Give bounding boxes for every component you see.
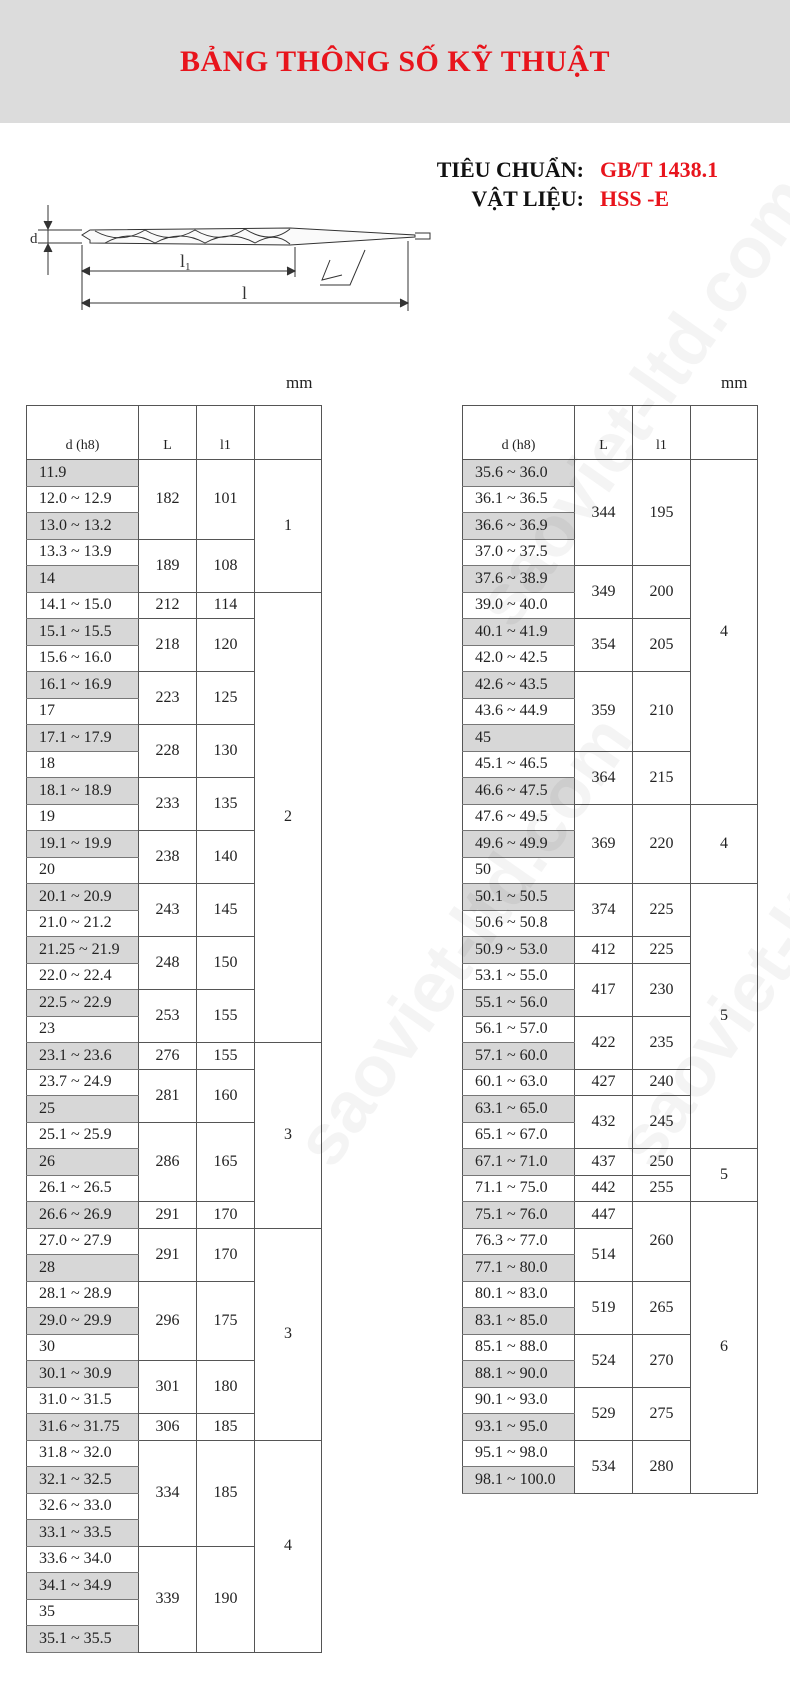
table-row — [463, 1202, 758, 1229]
diameter-cell: 71.1 ~ 75.0 — [463, 1175, 575, 1202]
morse-taper-cell: 3 — [255, 1228, 322, 1440]
flute-length-cell: 145 — [197, 884, 255, 937]
morse-taper-cell: 4 — [255, 1440, 322, 1652]
unit-left: mm — [286, 373, 313, 392]
header-d: d (h8) — [463, 406, 575, 460]
diameter-cell: 50.9 ~ 53.0 — [463, 937, 575, 964]
flute-length-cell: 240 — [633, 1069, 691, 1096]
length-cell: 243 — [139, 884, 197, 937]
length-cell: 296 — [139, 1281, 197, 1361]
flute-length-cell: 195 — [633, 460, 691, 566]
length-cell: 286 — [139, 1122, 197, 1202]
diameter-cell: 34.1 ~ 34.9 — [27, 1573, 139, 1600]
flute-length-cell: 250 — [633, 1149, 691, 1176]
title-banner — [0, 0, 790, 123]
diameter-cell: 26 — [27, 1149, 139, 1176]
diameter-cell: 14 — [27, 566, 139, 593]
diameter-cell: 57.1 ~ 60.0 — [463, 1043, 575, 1070]
d-label: d — [30, 231, 38, 247]
diameter-cell: 25.1 ~ 25.9 — [27, 1122, 139, 1149]
diameter-cell: 88.1 ~ 90.0 — [463, 1361, 575, 1388]
morse-taper-cell: 3 — [255, 1043, 322, 1229]
diameter-cell: 85.1 ~ 88.0 — [463, 1334, 575, 1361]
flute-length-cell: 225 — [633, 937, 691, 964]
diameter-cell: 39.0 ~ 40.0 — [463, 592, 575, 619]
flute-length-cell: 180 — [197, 1361, 255, 1414]
flute-length-cell: 265 — [633, 1281, 691, 1334]
page-title: BẢNG THÔNG SỐ KỸ THUẬT — [180, 44, 610, 78]
flute-length-cell: 230 — [633, 963, 691, 1016]
diameter-cell: 18 — [27, 751, 139, 778]
diameter-cell: 45.1 ~ 46.5 — [463, 751, 575, 778]
flute-length-cell: 235 — [633, 1016, 691, 1069]
flute-length-cell: 101 — [197, 460, 255, 540]
header-l1: l1 — [197, 406, 255, 460]
diameter-cell: 36.1 ~ 36.5 — [463, 486, 575, 513]
diameter-cell: 63.1 ~ 65.0 — [463, 1096, 575, 1123]
header-L: L — [139, 406, 197, 460]
l-label: l — [242, 283, 248, 303]
material-row — [437, 184, 740, 213]
length-cell: 182 — [139, 460, 197, 540]
unit-right: mm — [721, 373, 748, 392]
table-header-row — [27, 406, 322, 460]
flute-length-cell: 280 — [633, 1440, 691, 1493]
diameter-cell: 50 — [463, 857, 575, 884]
length-cell: 253 — [139, 990, 197, 1043]
standard-value: GB/T 1438.1 — [600, 157, 719, 182]
header-morse — [691, 406, 758, 460]
length-cell: 369 — [575, 804, 633, 884]
diameter-cell: 12.0 ~ 12.9 — [27, 486, 139, 513]
length-cell: 233 — [139, 778, 197, 831]
diameter-cell: 29.0 ~ 29.9 — [27, 1308, 139, 1335]
flute-length-cell: 190 — [197, 1546, 255, 1652]
diameter-cell: 26.6 ~ 26.9 — [27, 1202, 139, 1229]
diameter-cell: 32.1 ~ 32.5 — [27, 1467, 139, 1494]
diameter-cell: 20 — [27, 857, 139, 884]
length-cell: 276 — [139, 1043, 197, 1070]
diameter-cell: 23.7 ~ 24.9 — [27, 1069, 139, 1096]
length-cell: 534 — [575, 1440, 633, 1493]
spec-table-left — [26, 405, 322, 1653]
flute-length-cell: 200 — [633, 566, 691, 619]
diameter-cell: 13.3 ~ 13.9 — [27, 539, 139, 566]
diameter-cell: 80.1 ~ 83.0 — [463, 1281, 575, 1308]
diameter-cell: 35 — [27, 1599, 139, 1626]
flute-length-cell: 160 — [197, 1069, 255, 1122]
diameter-cell: 60.1 ~ 63.0 — [463, 1069, 575, 1096]
length-cell: 306 — [139, 1414, 197, 1441]
diameter-cell: 35.6 ~ 36.0 — [463, 460, 575, 487]
diameter-cell: 17 — [27, 698, 139, 725]
diameter-cell: 40.1 ~ 41.9 — [463, 619, 575, 646]
length-cell: 417 — [575, 963, 633, 1016]
diameter-cell: 50.6 ~ 50.8 — [463, 910, 575, 937]
table-row — [27, 1043, 322, 1070]
length-cell: 437 — [575, 1149, 633, 1176]
header-l1: l1 — [633, 406, 691, 460]
length-cell: 339 — [139, 1546, 197, 1652]
diameter-cell: 14.1 ~ 15.0 — [27, 592, 139, 619]
flute-length-cell: 210 — [633, 672, 691, 752]
length-cell: 291 — [139, 1228, 197, 1281]
l1-label: l1 — [180, 251, 191, 273]
drill-diagram — [20, 205, 460, 345]
morse-taper-cell: 1 — [255, 460, 322, 593]
table-header-row — [463, 406, 758, 460]
table-row — [27, 460, 322, 487]
diameter-cell: 19.1 ~ 19.9 — [27, 831, 139, 858]
flute-length-cell: 220 — [633, 804, 691, 884]
flute-length-cell: 170 — [197, 1228, 255, 1281]
flute-length-cell: 185 — [197, 1414, 255, 1441]
flute-length-cell: 185 — [197, 1440, 255, 1546]
material-value: HSS -E — [600, 186, 670, 211]
diameter-cell: 43.6 ~ 44.9 — [463, 698, 575, 725]
diameter-cell: 28 — [27, 1255, 139, 1282]
standard-label: TIÊU CHUẨN: — [436, 157, 584, 182]
length-cell: 212 — [139, 592, 197, 619]
flute-length-cell: 120 — [197, 619, 255, 672]
diameter-cell: 13.0 ~ 13.2 — [27, 513, 139, 540]
diameter-cell: 56.1 ~ 57.0 — [463, 1016, 575, 1043]
diameter-cell: 23 — [27, 1016, 139, 1043]
length-cell: 412 — [575, 937, 633, 964]
morse-taper-cell: 4 — [691, 804, 758, 884]
table-row — [27, 1440, 322, 1467]
flute-length-cell: 165 — [197, 1122, 255, 1202]
length-cell: 238 — [139, 831, 197, 884]
length-cell: 354 — [575, 619, 633, 672]
table-row — [27, 592, 322, 619]
diameter-cell: 36.6 ~ 36.9 — [463, 513, 575, 540]
length-cell: 223 — [139, 672, 197, 725]
diameter-cell: 50.1 ~ 50.5 — [463, 884, 575, 911]
diameter-cell: 65.1 ~ 67.0 — [463, 1122, 575, 1149]
flute-length-cell: 114 — [197, 592, 255, 619]
table-row — [27, 1228, 322, 1255]
diameter-cell: 98.1 ~ 100.0 — [463, 1467, 575, 1494]
diameter-cell: 35.1 ~ 35.5 — [27, 1626, 139, 1653]
diameter-cell: 90.1 ~ 93.0 — [463, 1387, 575, 1414]
diameter-cell: 83.1 ~ 85.0 — [463, 1308, 575, 1335]
diameter-cell: 21.25 ~ 21.9 — [27, 937, 139, 964]
header-d: d (h8) — [27, 406, 139, 460]
diameter-cell: 75.1 ~ 76.0 — [463, 1202, 575, 1229]
length-cell: 422 — [575, 1016, 633, 1069]
length-cell: 334 — [139, 1440, 197, 1546]
morse-taper-cell: 2 — [255, 592, 322, 1043]
length-cell: 514 — [575, 1228, 633, 1281]
table-row — [463, 884, 758, 911]
diameter-cell: 76.3 ~ 77.0 — [463, 1228, 575, 1255]
diameter-cell: 67.1 ~ 71.0 — [463, 1149, 575, 1176]
length-cell: 218 — [139, 619, 197, 672]
flute-length-cell: 150 — [197, 937, 255, 990]
flute-length-cell: 215 — [633, 751, 691, 804]
diameter-cell: 30 — [27, 1334, 139, 1361]
diameter-cell: 31.8 ~ 32.0 — [27, 1440, 139, 1467]
diameter-cell: 18.1 ~ 18.9 — [27, 778, 139, 805]
flute-length-cell: 175 — [197, 1281, 255, 1361]
diameter-cell: 15.1 ~ 15.5 — [27, 619, 139, 646]
diameter-cell: 20.1 ~ 20.9 — [27, 884, 139, 911]
diameter-cell: 33.1 ~ 33.5 — [27, 1520, 139, 1547]
diameter-cell: 77.1 ~ 80.0 — [463, 1255, 575, 1282]
diameter-cell: 47.6 ~ 49.5 — [463, 804, 575, 831]
morse-taper-cell: 5 — [691, 1149, 758, 1202]
length-cell: 427 — [575, 1069, 633, 1096]
diameter-cell: 19 — [27, 804, 139, 831]
table-row — [463, 1149, 758, 1176]
diameter-cell: 37.0 ~ 37.5 — [463, 539, 575, 566]
diameter-cell: 53.1 ~ 55.0 — [463, 963, 575, 990]
diameter-cell: 30.1 ~ 30.9 — [27, 1361, 139, 1388]
diameter-cell: 26.1 ~ 26.5 — [27, 1175, 139, 1202]
diameter-cell: 42.6 ~ 43.5 — [463, 672, 575, 699]
flute-length-cell: 205 — [633, 619, 691, 672]
diameter-cell: 95.1 ~ 98.0 — [463, 1440, 575, 1467]
length-cell: 432 — [575, 1096, 633, 1149]
diameter-cell: 45 — [463, 725, 575, 752]
morse-taper-cell: 6 — [691, 1202, 758, 1494]
diameter-cell: 42.0 ~ 42.5 — [463, 645, 575, 672]
flute-length-cell: 260 — [633, 1202, 691, 1282]
diameter-cell: 22.5 ~ 22.9 — [27, 990, 139, 1017]
diameter-cell: 33.6 ~ 34.0 — [27, 1546, 139, 1573]
flute-length-cell: 108 — [197, 539, 255, 592]
material-label: VẬT LIỆU: — [471, 186, 584, 211]
length-cell: 291 — [139, 1202, 197, 1229]
flute-length-cell: 275 — [633, 1387, 691, 1440]
diameter-cell: 25 — [27, 1096, 139, 1123]
flute-length-cell: 255 — [633, 1175, 691, 1202]
length-cell: 248 — [139, 937, 197, 990]
diameter-cell: 37.6 ~ 38.9 — [463, 566, 575, 593]
table-row — [463, 804, 758, 831]
length-cell: 344 — [575, 460, 633, 566]
table-row — [463, 460, 758, 487]
diameter-cell: 49.6 ~ 49.9 — [463, 831, 575, 858]
length-cell: 519 — [575, 1281, 633, 1334]
length-cell: 529 — [575, 1387, 633, 1440]
diameter-cell: 23.1 ~ 23.6 — [27, 1043, 139, 1070]
header-morse — [255, 406, 322, 460]
length-cell: 228 — [139, 725, 197, 778]
diameter-cell: 93.1 ~ 95.0 — [463, 1414, 575, 1441]
diameter-cell: 17.1 ~ 17.9 — [27, 725, 139, 752]
flute-length-cell: 170 — [197, 1202, 255, 1229]
flute-length-cell: 155 — [197, 990, 255, 1043]
flute-length-cell: 225 — [633, 884, 691, 937]
morse-taper-cell: 5 — [691, 884, 758, 1149]
diameter-cell: 32.6 ~ 33.0 — [27, 1493, 139, 1520]
flute-length-cell: 245 — [633, 1096, 691, 1149]
length-cell: 301 — [139, 1361, 197, 1414]
length-cell: 374 — [575, 884, 633, 937]
diameter-cell: 11.9 — [27, 460, 139, 487]
spec-table-right — [462, 405, 758, 1494]
flute-length-cell: 130 — [197, 725, 255, 778]
flute-length-cell: 270 — [633, 1334, 691, 1387]
length-cell: 442 — [575, 1175, 633, 1202]
flute-length-cell: 155 — [197, 1043, 255, 1070]
diameter-cell: 15.6 ~ 16.0 — [27, 645, 139, 672]
diameter-cell: 46.6 ~ 47.5 — [463, 778, 575, 805]
length-cell: 364 — [575, 751, 633, 804]
length-cell: 447 — [575, 1202, 633, 1229]
spec-block — [437, 155, 740, 213]
diameter-cell: 31.0 ~ 31.5 — [27, 1387, 139, 1414]
flute-length-cell: 125 — [197, 672, 255, 725]
length-cell: 189 — [139, 539, 197, 592]
diameter-cell: 28.1 ~ 28.9 — [27, 1281, 139, 1308]
length-cell: 281 — [139, 1069, 197, 1122]
diameter-cell: 27.0 ~ 27.9 — [27, 1228, 139, 1255]
standard-row — [437, 155, 740, 184]
diameter-cell: 21.0 ~ 21.2 — [27, 910, 139, 937]
flute-length-cell: 135 — [197, 778, 255, 831]
diameter-cell: 55.1 ~ 56.0 — [463, 990, 575, 1017]
length-cell: 349 — [575, 566, 633, 619]
diameter-cell: 22.0 ~ 22.4 — [27, 963, 139, 990]
length-cell: 359 — [575, 672, 633, 752]
morse-taper-cell: 4 — [691, 460, 758, 805]
diameter-cell: 16.1 ~ 16.9 — [27, 672, 139, 699]
header-L: L — [575, 406, 633, 460]
flute-length-cell: 140 — [197, 831, 255, 884]
length-cell: 524 — [575, 1334, 633, 1387]
diameter-cell: 31.6 ~ 31.75 — [27, 1414, 139, 1441]
